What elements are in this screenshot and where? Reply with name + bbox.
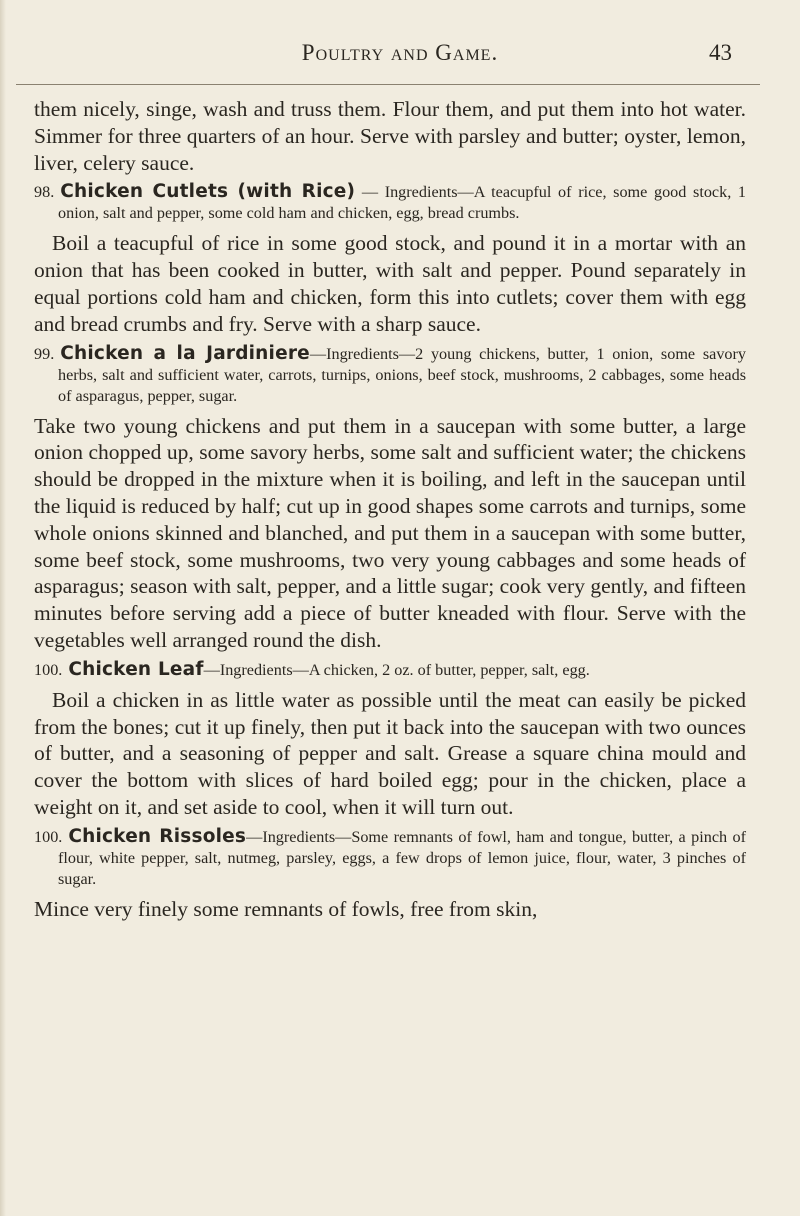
recipe-ingredients: —Ingredients—2 young chickens, butter, 1 onion, some savory herbs, salt and sufficient water, carrots, turnips, onions, beef stock, mushrooms, 2 cabbages, some heads of asparagus, pepper, sugar. (58, 344, 746, 405)
recipe-ingredients: — Ingredients—A teacupful of rice, some good stock, 1 onion, salt and pepper, some cold ham and chicken, egg, bread crumbs. (58, 183, 747, 223)
recipe-instructions-98: Boil a teacupful of rice in some good stock, and pound it in a mortar with an onion that has been cooked in butter, with salt and pepper. Pound separately in equal portions cold ham and chicken, form this into cutlets; cover them with egg and bread crumbs and fry. Serve with a sharp sauce. (34, 231, 746, 336)
recipe-heading-99 (34, 343, 746, 407)
recipe-title: Chicken Leaf (68, 658, 204, 680)
page-edge (0, 0, 6, 1216)
recipe-number: 100. (34, 660, 63, 679)
recipe-ingredients: —Ingredients—Some remnants of fowl, ham and tongue, butter, a pinch of flour, white pepper, salt, nutmeg, parsley, eggs, a few drops of lemon juice, flour, water, 3 pinches of sugar. (58, 827, 746, 888)
running-head: Poultry and Game. (301, 40, 499, 65)
recipe-instructions-99: Take two young chickens and put them in a saucepan with some butter, a large onion chopped up, some savory herbs, some salt and sufficient water; the chickens should be dropped in the mixture when it is boiling, and left in the saucepan until the liquid is reduced by half; cut up in good shapes some carrots and turnips, some whole onions skinned and blanched, and put them in a saucepan with some butter, some beef stock, some mushrooms, two very young cabbages and some heads of asparagus; season with salt, pepper, and a little sugar; cook very gently, and fifteen minutes before serving add a piece of butter kneaded with flour. Serve with the vegetables well arranged round the dish. (34, 413, 746, 652)
recipe-number: 100. (34, 827, 63, 846)
recipe-heading-98 (34, 181, 746, 224)
paragraph-continued: them nicely, singe, wash and truss them. Flour them, and put them into hot water. Simmer for three quarters of an hour. Serve with parsley and butter; oyster, lemon, liver, celery sauce. (34, 97, 746, 175)
recipe-title: Chicken Rissoles (68, 825, 247, 847)
page-body (34, 96, 746, 923)
recipe-number: 99. (34, 344, 55, 363)
recipe-number: 98. (34, 183, 55, 202)
recipe-title: Chicken a la Jardiniere (60, 342, 310, 364)
recipe-ingredients: —Ingredients—A chicken, 2 oz. of butter, pepper, salt, egg. (203, 660, 590, 679)
recipe-instructions-rissoles: Mince very finely some remnants of fowls, free from skin, (34, 896, 538, 921)
page-header (0, 40, 800, 80)
recipe-heading-100 (34, 659, 746, 681)
page-number: 43 (709, 40, 732, 65)
recipe-heading-rissoles (34, 826, 746, 890)
recipe-title: Chicken Cutlets (with Rice) (60, 181, 356, 203)
recipe-instructions-100: Boil a chicken in as little water as possible until the meat can easily be picked from the bones; cut it up finely, then put it back into the saucepan with two ounces of butter, and a seasoning of pepper and salt. Grease a square china mould and cover the bottom with slices of hard boiled egg; pour in the chicken, place a weight on it, and set aside to cool, when it will turn out. (34, 687, 746, 819)
header-rule (16, 84, 760, 85)
